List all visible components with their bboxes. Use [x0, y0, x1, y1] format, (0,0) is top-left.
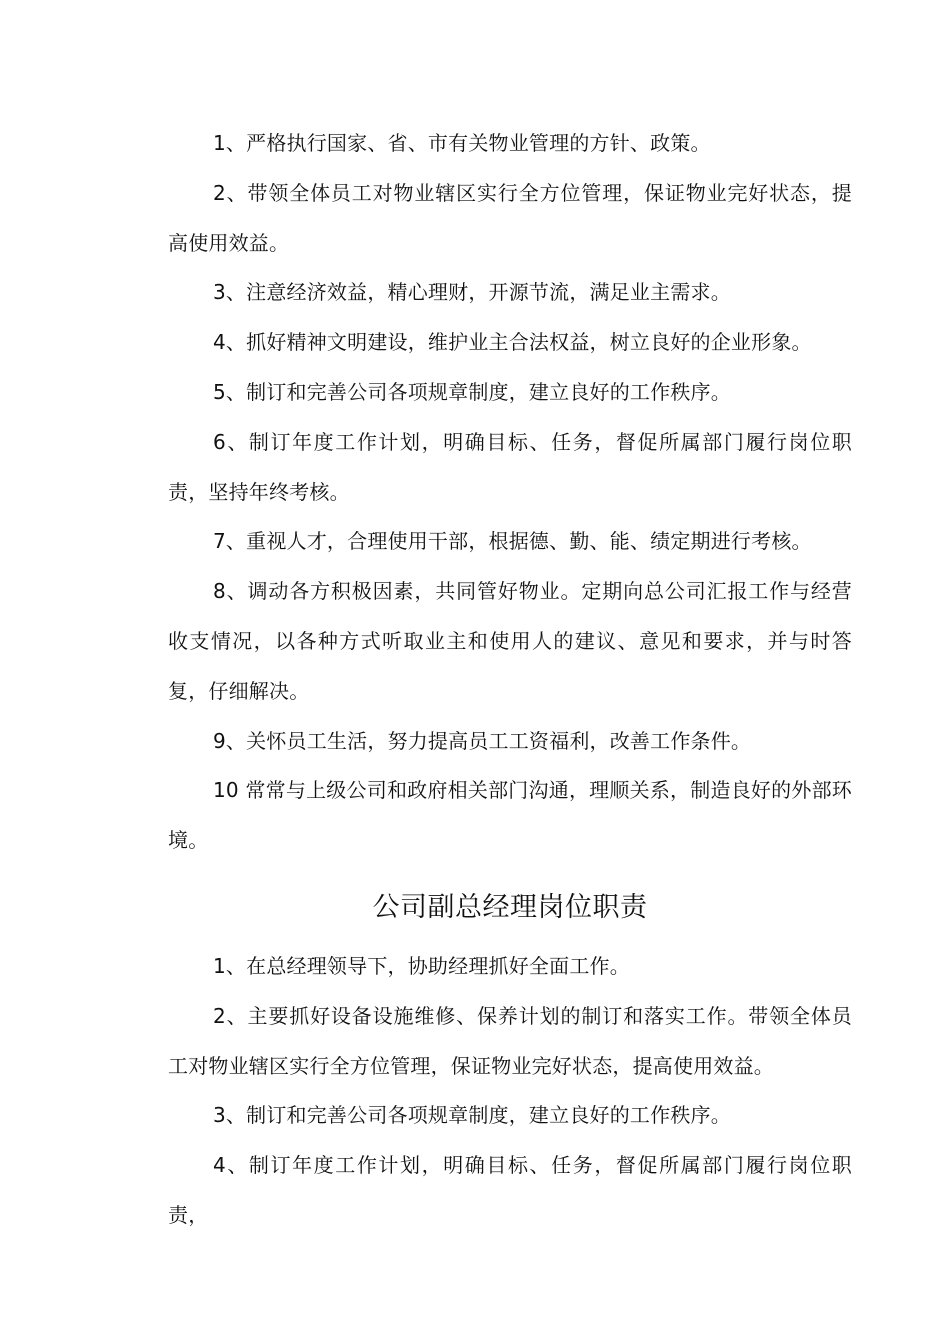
deputy-duty-item-2: 2、主要抓好设备设施维修、保养计划的制订和落实工作。带领全体员工对物业辖区实行全方位管理，保证物业完好状态，提高使用效益。 — [168, 1003, 852, 1078]
duty-item-1: 1、严格执行国家、省、市有关物业管理的方针、政策。 — [213, 131, 711, 155]
duty-item-3: 3、注意经济效益，精心理财，开源节流，满足业主需求。 — [213, 280, 731, 305]
section-deputy-manager-duties — [168, 942, 852, 1241]
duty-item-10: 10 常常与上级公司和政府相关部门沟通，理顺关系，制造良好的外部环境。 — [168, 778, 852, 853]
duty-item-6: 6、制订年度工作计划，明确目标、任务，督促所属部门履行岗位职责，坚持年终考核。 — [168, 429, 852, 504]
duty-item-7: 7、重视人才，合理使用干部，根据德、勤、能、绩定期进行考核。 — [213, 529, 812, 554]
duty-item-4: 4、抓好精神文明建设，维护业主合法权益，树立良好的企业形象。 — [213, 330, 812, 355]
deputy-duty-item-1: 1、在总经理领导下，协助经理抓好全面工作。 — [213, 953, 630, 978]
deputy-duty-item-3: 3、制订和完善公司各项规章制度，建立良好的工作秩序。 — [213, 1103, 731, 1128]
document-page — [168, 119, 852, 1241]
duty-item-8: 8、调动各方积极因素，共同管好物业。定期向总公司汇报工作与经营收支情况，以各种方式听取业主和使用人的建议、意见和要求，并与时答复，仔细解决。 — [168, 579, 852, 703]
duty-item-2: 2、带领全体员工对物业辖区实行全方位管理，保证物业完好状态，提高使用效益。 — [168, 180, 852, 255]
deputy-duty-item-4: 4、制订年度工作计划，明确目标、任务，督促所属部门履行岗位职责， — [168, 1153, 852, 1227]
section-general-manager-duties — [168, 119, 852, 866]
duty-item-5: 5、制订和完善公司各项规章制度，建立良好的工作秩序。 — [213, 379, 731, 404]
duty-item-9: 9、关怀员工生活，努力提高员工工资福利，改善工作条件。 — [213, 728, 752, 753]
section-heading: 公司副总经理岗位职责 — [372, 891, 648, 923]
